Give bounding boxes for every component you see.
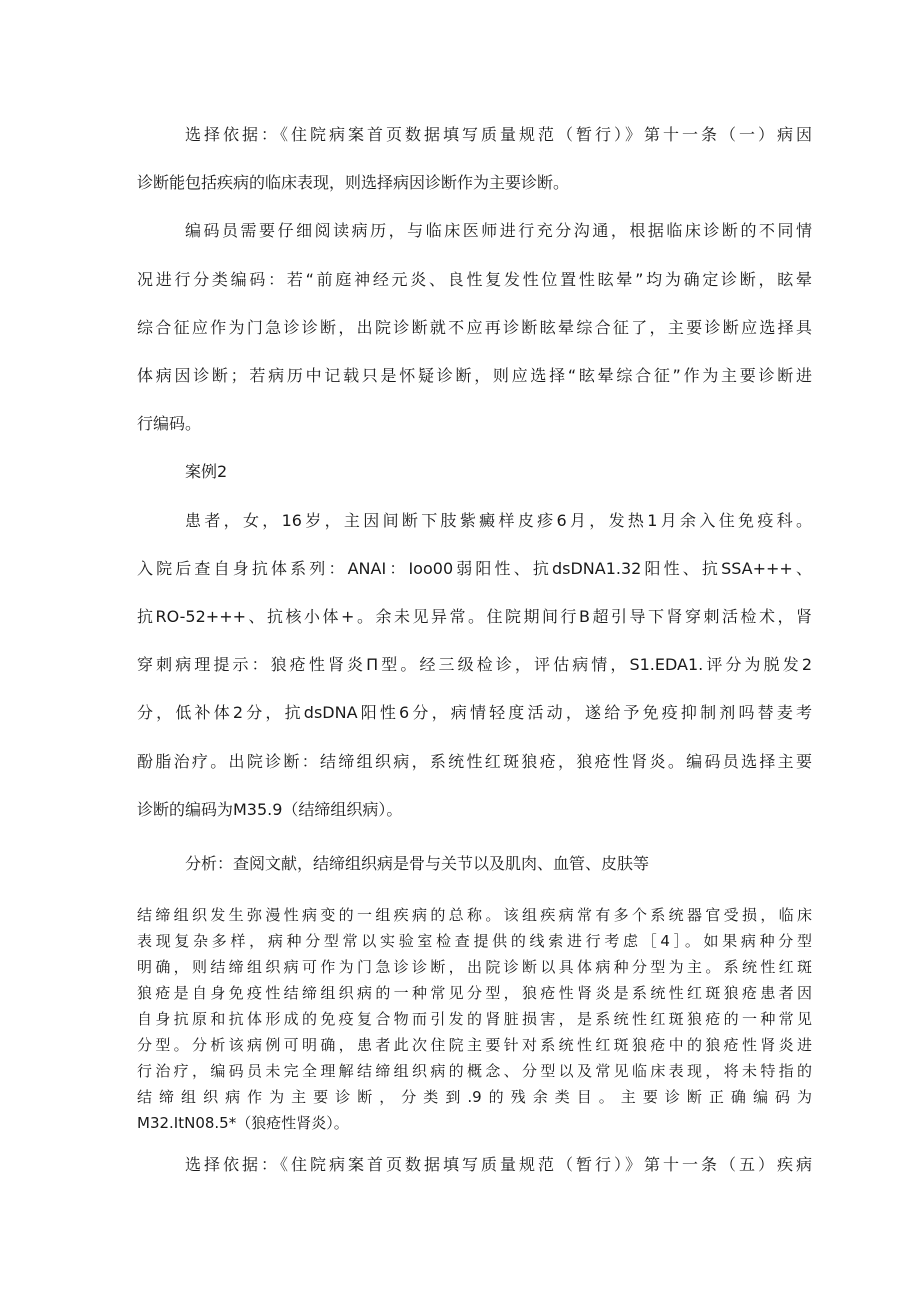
text-line: 选择依据：《住院病案首页数据填写质量规范（暂行）》第十一条（五）疾病 [185,1155,812,1174]
text-line: 入院后查自身抗体系列：ANAI：Ioo00弱阳性、抗dsDNA1.32阳性、抗SSA+++、 [137,559,812,578]
text-line: 选择依据：《住院病案首页数据填写质量规范（暂行）》第十一条（一）病因 [185,125,812,144]
text-line: 穿刺病理提示：狼疮性肾炎Π型。经三级检诊，评估病情，S1.EDA1.评分为脱发2 [137,655,812,674]
text-line: 分析：查阅文献，结缔组织病是骨与关节以及肌肉、血管、皮肤等 [185,854,650,873]
text-line: 狼疮是自身免疫性结缔组织病的一种常见分型，狼疮性肾炎是系统性红斑狼疮患者因 [137,984,812,1002]
text-line: 结缔组织病作为主要诊断，分类到.9的残余类目。主要诊断正确编码为 [137,1088,812,1106]
text-line: 况进行分类编码：若“前庭神经元炎、良性复发性位置性眩晕”均为确定诊断，眩晕 [137,270,812,289]
text-line: 编码员需要仔细阅读病历，与临床医师进行充分沟通，根据临床诊断的不同情 [185,221,812,240]
text-line: 行编码。 [137,414,202,433]
text-line: 明确，则结缔组织病可作为门急诊诊断，出院诊断以具体病种分型为主。系统性红斑 [137,958,812,976]
text-line: 体病因诊断；若病历中记载只是怀疑诊断，则应选择“眩晕综合征”作为主要诊断进 [137,366,812,385]
text-line: 结缔组织发生弥漫性病变的一组疾病的总称。该组疾病常有多个系统器官受损，临床 [137,906,812,924]
text-line: 综合征应作为门急诊诊断，出院诊断就不应再诊断眩晕综合征了，主要诊断应选择具 [137,318,812,337]
text-line: 分型。分析该病例可明确，患者此次住院主要针对系统性红斑狼疮中的狼疮性肾炎进 [137,1036,812,1054]
text-line: 诊断能包括疾病的临床表现，则选择病因诊断作为主要诊断。 [137,173,570,192]
text-line: 分，低补体2分，抗dsDNA阳性6分，病情轻度活动，遂给予免疫抑制剂吗替麦考 [137,703,812,722]
text-line: 自身抗原和抗体形成的免疫复合物而引发的肾脏损害，是系统性红斑狼疮的一种常见 [137,1010,812,1028]
text-line: 表现复杂多样，病种分型常以实验室检查提供的线索进行考虑［4］。如果病种分型 [137,932,812,950]
text-line: 酚脂治疗。出院诊断：结缔组织病，系统性红斑狼疮，狼疮性肾炎。编码员选择主要 [137,752,812,771]
text-line: 行治疗，编码员未完全理解结缔组织病的概念、分型以及常见临床表现，将未特指的 [137,1062,812,1080]
text-line: 诊断的编码为M35.9（结缔组织病）。 [137,800,403,819]
text-line: 抗RO-52+++、抗核小体+。余未见异常。住院期间行B超引导下肾穿刺活检术，肾 [137,607,812,626]
text-line: 患者，女，16岁，主因间断下肢紫癜样皮疹6月，发热1月余入住免疫科。 [185,511,812,530]
case-heading: 案例2 [185,462,228,481]
text-line: M32.ItN08.5*（狼疮性肾炎）。 [137,1114,349,1132]
